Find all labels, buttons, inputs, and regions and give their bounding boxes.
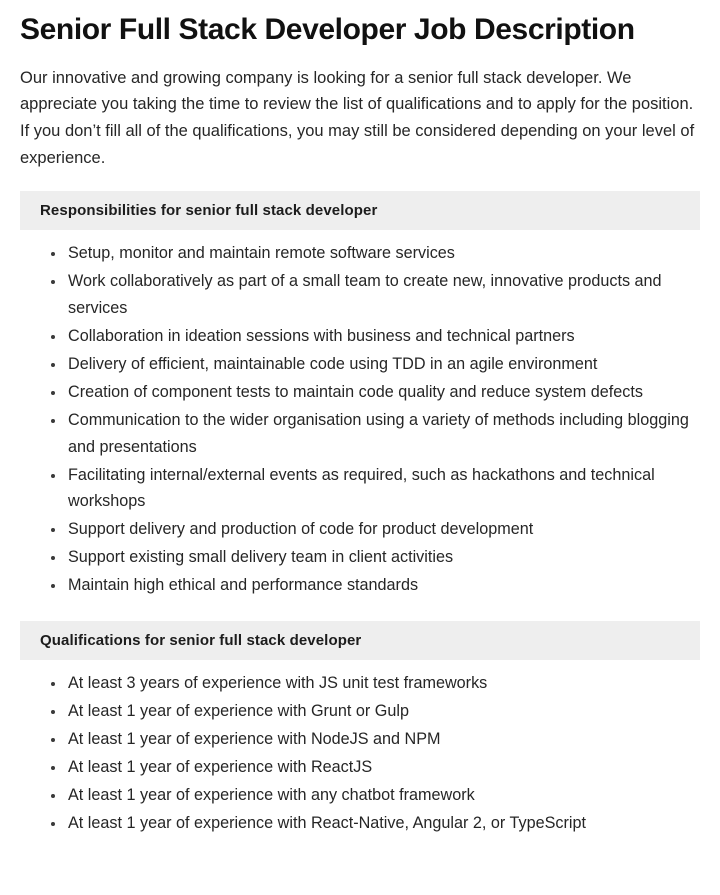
responsibilities-list <box>20 240 700 599</box>
list-item: • Work collaboratively as part of a small team to create new, innovative products and services <box>66 268 700 322</box>
responsibilities-section-heading: Responsibilities for senior full stack developer <box>20 191 700 230</box>
list-item: • At least 3 years of experience with JS unit test frameworks <box>66 670 700 697</box>
list-item: • Setup, monitor and maintain remote software services <box>66 240 700 267</box>
qualifications-section <box>20 621 700 836</box>
list-item: • At least 1 year of experience with Grunt or Gulp <box>66 698 700 725</box>
list-item: • Facilitating internal/external events as required, such as hackathons and technical workshops <box>66 462 700 516</box>
list-item: • Delivery of efficient, maintainable code using TDD in an agile environment <box>66 351 700 378</box>
list-item: • Support delivery and production of code for product development <box>66 516 700 543</box>
list-item: • At least 1 year of experience with ReactJS <box>66 754 700 781</box>
list-item: • At least 1 year of experience with React-Native, Angular 2, or TypeScript <box>66 810 700 837</box>
list-item: • At least 1 year of experience with NodeJS and NPM <box>66 726 700 753</box>
qualifications-list <box>20 670 700 836</box>
list-item: • Support existing small delivery team in client activities <box>66 544 700 571</box>
list-item: • Creation of component tests to maintain code quality and reduce system defects <box>66 379 700 406</box>
list-item: • Communication to the wider organisation using a variety of methods including blogging and presentations <box>66 407 700 461</box>
list-item: • Maintain high ethical and performance standards <box>66 572 700 599</box>
page-title: Senior Full Stack Developer Job Description <box>20 13 635 46</box>
qualifications-section-heading: Qualifications for senior full stack developer <box>20 621 700 660</box>
intro-paragraph: Our innovative and growing company is looking for a senior full stack developer. We appreciate you taking the time to review the list of qualifications and to apply for the position. If you don’t fill all of the qualifications, you may still be considered depending on your level of experience. <box>20 68 695 167</box>
list-item: • Collaboration in ideation sessions with business and technical partners <box>66 323 700 350</box>
responsibilities-section <box>20 191 700 599</box>
list-item: • At least 1 year of experience with any chatbot framework <box>66 782 700 809</box>
